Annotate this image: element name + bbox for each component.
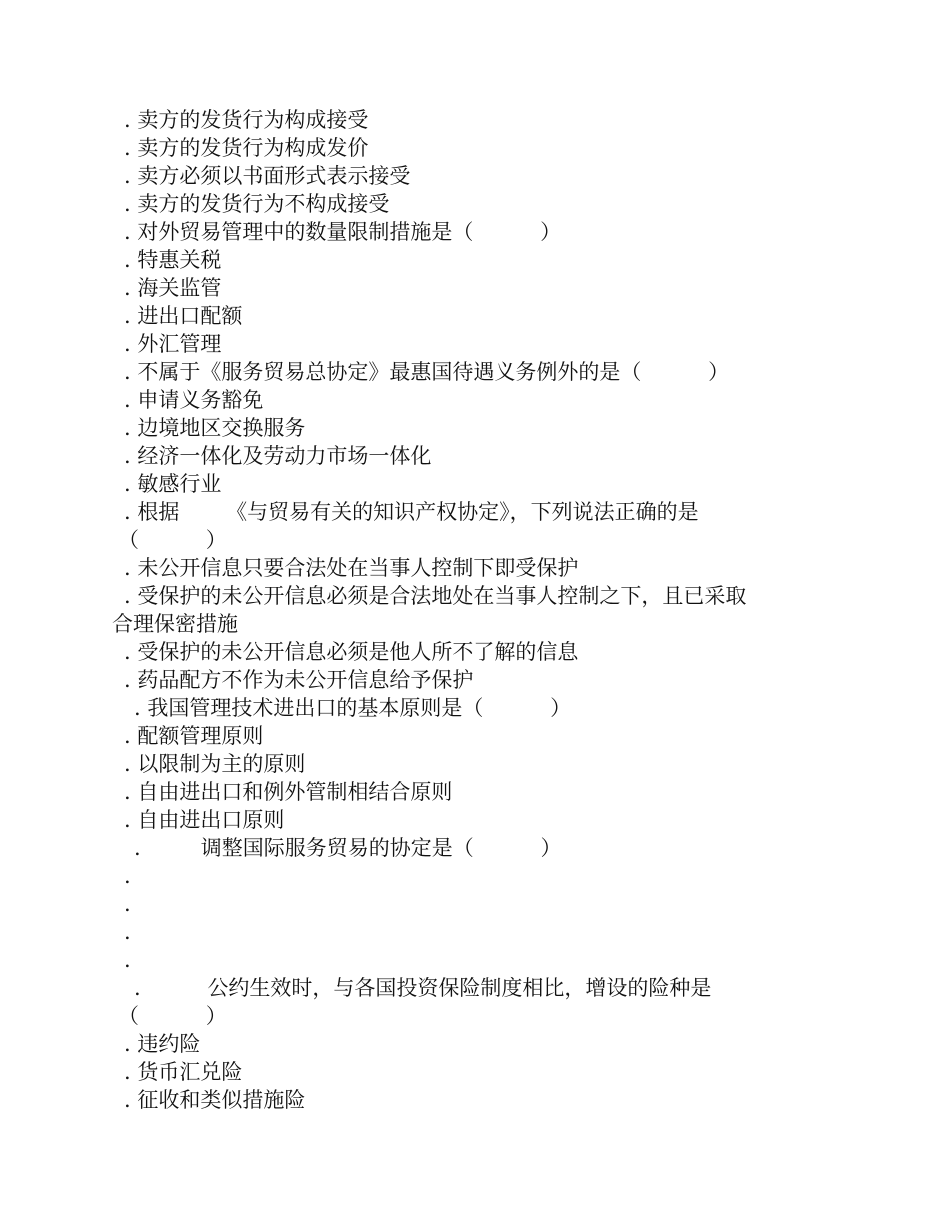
option-line: . 经济一体化及劳动力市场一体化 bbox=[124, 444, 432, 468]
option-line: . 海关监管 bbox=[124, 276, 222, 300]
option-line: . 受保护的未公开信息必须是他人所不了解的信息 bbox=[124, 640, 579, 664]
option-line: . 配额管理原则 bbox=[124, 724, 264, 748]
question-line: . 根据 《与贸易有关的知识产权协定》，下列说法正确的是 bbox=[124, 500, 699, 524]
option-line: . 以限制为主的原则 bbox=[124, 752, 306, 776]
option-line: . 卖方的发货行为构成发价 bbox=[124, 136, 369, 160]
option-line: . 卖方必须以书面形式表示接受 bbox=[124, 164, 411, 188]
option-line: . 违约险 bbox=[124, 1032, 201, 1056]
question-line: . 公约生效时，与各国投资保险制度相比，增设的险种是 bbox=[134, 976, 712, 1000]
question-line-continued: （ ） bbox=[118, 1004, 227, 1028]
option-line: . 外汇管理 bbox=[124, 332, 222, 356]
option-line: . 卖方的发货行为不构成接受 bbox=[124, 192, 390, 216]
question-line: . 我国管理技术进出口的基本原则是（ ） bbox=[134, 696, 572, 720]
option-line: . 敏感行业 bbox=[124, 472, 222, 496]
question-line: . 不属于《服务贸易总协定》最惠国待遇义务例外的是（ ） bbox=[124, 360, 730, 384]
option-line: . 自由进出口和例外管制相结合原则 bbox=[124, 780, 453, 804]
option-line: . 征收和类似措施险 bbox=[124, 1088, 306, 1112]
option-line: . 进出口配额 bbox=[124, 304, 243, 328]
question-line-continued: （ ） bbox=[118, 528, 227, 552]
option-line-continued: 合理保密措施 bbox=[112, 612, 238, 636]
option-line: . 受保护的未公开信息必须是合法地处在当事人控制之下，且已采取 bbox=[124, 584, 747, 608]
question-line: . 对外贸易管理中的数量限制措施是（ ） bbox=[124, 220, 562, 244]
option-line: . 自由进出口原则 bbox=[124, 808, 285, 832]
option-line: . 货币汇兑险 bbox=[124, 1060, 243, 1084]
option-line: . 药品配方不作为未公开信息给予保护 bbox=[124, 668, 474, 692]
option-line: . bbox=[124, 864, 131, 888]
option-line: . bbox=[124, 920, 131, 944]
option-line: . bbox=[124, 892, 131, 916]
option-line: . bbox=[124, 948, 131, 972]
option-line: . 卖方的发货行为构成接受 bbox=[124, 108, 369, 132]
option-line: . 申请义务豁免 bbox=[124, 388, 264, 412]
option-line: . 边境地区交换服务 bbox=[124, 416, 306, 440]
option-line: . 未公开信息只要合法处在当事人控制下即受保护 bbox=[124, 556, 579, 580]
option-line: . 特惠关税 bbox=[124, 248, 222, 272]
question-line: . 调整国际服务贸易的协定是（ ） bbox=[134, 836, 562, 860]
